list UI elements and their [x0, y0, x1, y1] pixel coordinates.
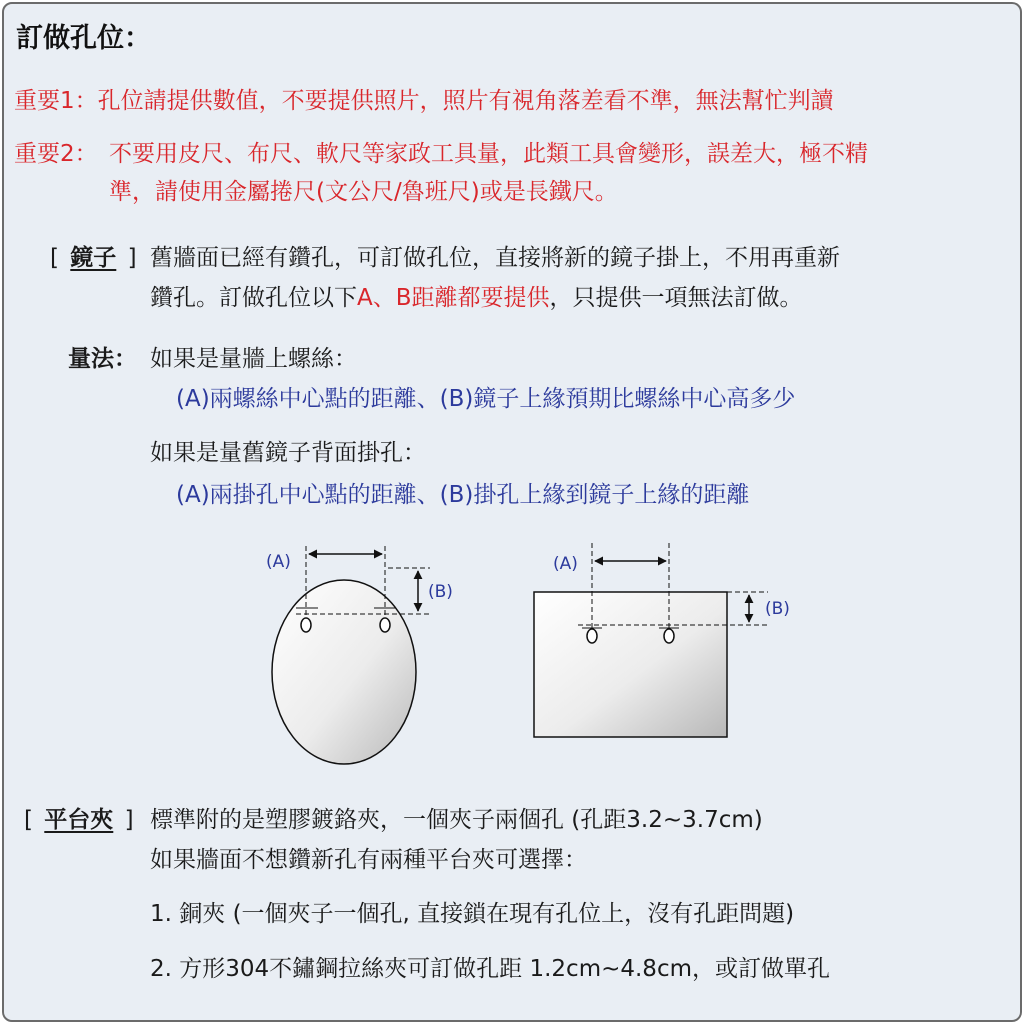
hanging-hole-icon [587, 629, 597, 643]
bracket-open: [ [24, 807, 33, 833]
hanging-hole-icon [664, 629, 674, 643]
important-2-label: 重要2： [14, 141, 98, 167]
method-case-2-detail: (A)兩掛孔中心點的距離、(B)掛孔上緣到鏡子上緣的距離 [176, 482, 750, 508]
bracket-close: ] [124, 807, 134, 833]
clip-option-2: 2. 方形304不鏽鋼拉絲夾可訂做孔距 1.2cm~4.8cm，或訂做單孔 [150, 956, 830, 982]
important-1-label: 重要1： [14, 88, 98, 114]
hanging-hole-icon [301, 618, 311, 632]
important-1-text: 孔位請提供數值，不要提供照片，照片有視角落差看不準，無法幫忙判讀 [97, 88, 834, 114]
mirror-line-2-b: ，只提供一項無法訂做。 [549, 285, 803, 311]
bracket-open: [ [50, 245, 59, 271]
clip-label: 平台夾 [44, 807, 114, 833]
important-2-line-1: 不要用皮尺、布尺、軟尺等家政工具量，此類工具會變形，誤差大，極不精 [109, 141, 868, 167]
hanging-hole-icon [380, 618, 390, 632]
mirror-label: 鏡子 [70, 245, 117, 271]
clip-section-label [24, 805, 134, 835]
clip-line-1: 標準附的是塑膠鍍鉻夾，一個夾子兩個孔 (孔距3.2~3.7cm) [150, 807, 763, 833]
bracket-close: ] [127, 245, 137, 271]
mirror-line-1: 舊牆面已經有鑽孔，可訂做孔位，直接將新的鏡子掛上，不用再重新 [150, 245, 840, 271]
method-label: 量法： [68, 346, 137, 372]
mirror-line-2-a: 鑽孔。訂做孔位以下 [150, 285, 357, 311]
clip-option-1: 1. 銅夾 (一個夾子一個孔, 直接鎖在現有孔位上，沒有孔距問題) [150, 901, 795, 927]
important-2-line-2: 準，請使用金屬捲尺(文公尺/魯班尺)或是長鐵尺。 [109, 179, 618, 205]
rect-label-a: (A) [553, 554, 578, 574]
oval-label-a: (A) [266, 552, 291, 572]
mirror-required-note: A、B距離都要提供 [357, 285, 550, 311]
page-title: 訂做孔位： [16, 23, 151, 54]
method-case-1: 如果是量牆上螺絲： [150, 346, 357, 372]
method-case-1-detail: (A)兩螺絲中心點的距離、(B)鏡子上緣預期比螺絲中心高多少 [176, 386, 796, 412]
oval-label-b: (B) [428, 582, 453, 602]
clip-line-2: 如果牆面不想鑽新孔有兩種平台夾可選擇： [150, 847, 587, 873]
rect-label-b: (B) [765, 599, 790, 619]
rectangular-mirror [534, 592, 727, 737]
method-case-2: 如果是量舊鏡子背面掛孔： [150, 440, 426, 466]
